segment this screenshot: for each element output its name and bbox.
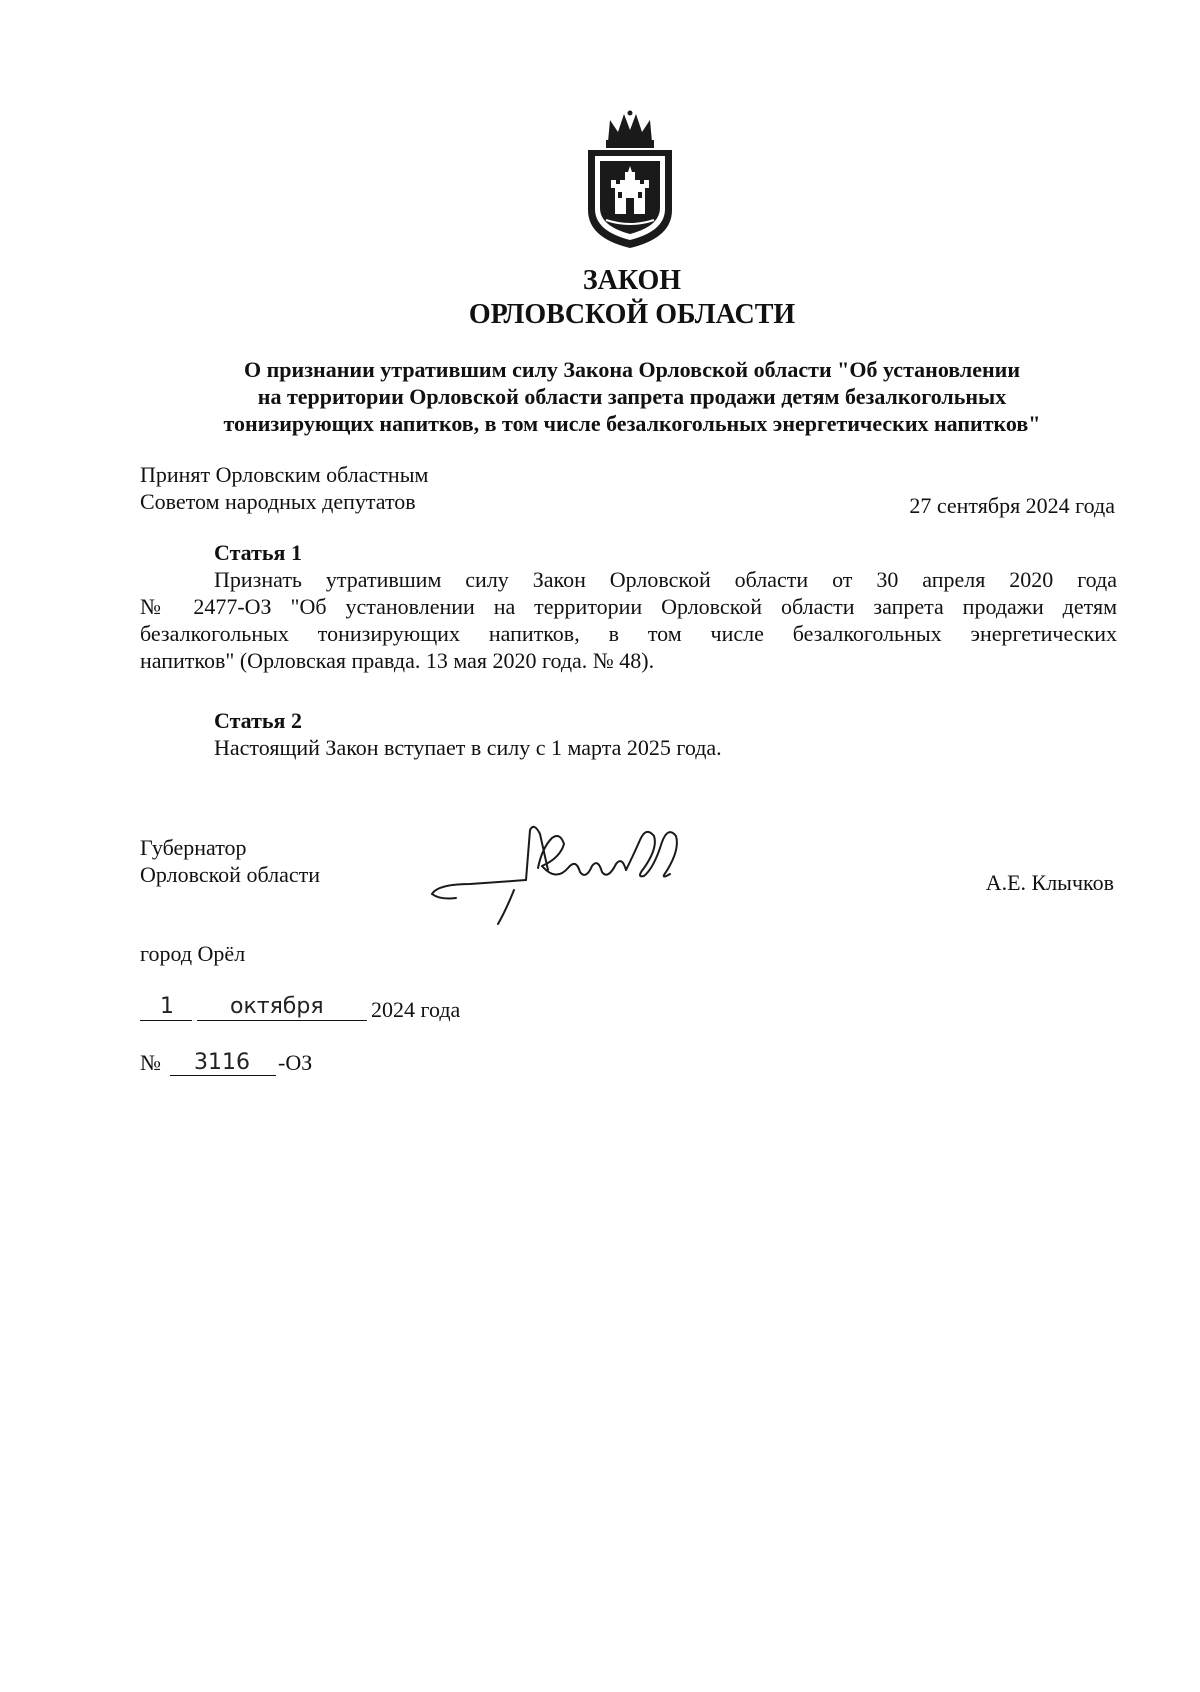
article1-line: Признать утратившим силу Закон Орловской области от 30 апреля 2020 года: [214, 567, 1117, 592]
day-underline: [140, 1020, 192, 1021]
handwritten-signature: [430, 818, 700, 928]
signing-year: 2024 года: [371, 997, 461, 1022]
signatory-position-line2: Орловской области: [140, 862, 320, 887]
number-suffix: -ОЗ: [278, 1050, 313, 1075]
article2-text: Настоящий Закон вступает в силу с 1 марта 2025 года.: [214, 735, 722, 760]
law-subject: [150, 356, 1114, 437]
adopted-date: 27 сентября 2024 года: [909, 493, 1115, 518]
article1-line: № 2477-ОЗ "Об установлении на территории Орловской области запрета продажи детям: [140, 594, 1117, 619]
subject-line: тонизирующих напитков, в том числе безалкогольных энергетических напитков": [223, 411, 1041, 436]
signing-day: 1: [160, 994, 174, 1019]
article2-heading: Статья 2: [214, 708, 302, 733]
article1-heading: Статья 1: [214, 540, 302, 565]
law-number: 3116: [194, 1050, 250, 1075]
number-prefix: №: [140, 1050, 161, 1075]
article1-line: напитков" (Орловская правда. 13 мая 2020 года. № 48).: [140, 648, 655, 673]
coat-of-arms-emblem: [580, 110, 680, 250]
place-of-signing: город Орёл: [140, 941, 246, 966]
law-title-line2: ОРЛОВСКОЙ ОБЛАСТИ: [468, 299, 796, 330]
article1-line: безалкогольных тонизирующих напитков, в том числе безалкогольных энергетических: [140, 621, 1117, 646]
subject-line: на территории Орловской области запрета продажи детям безалкогольных: [257, 384, 1007, 409]
month-underline: [197, 1020, 367, 1021]
subject-line: О признании утратившим силу Закона Орловской области "Об установлении: [244, 357, 1020, 382]
article1-text: [140, 566, 1117, 674]
signing-month: октября: [230, 994, 324, 1019]
signatory-name: А.Е. Клычков: [985, 870, 1114, 895]
signatory-position-line1: Губернатор: [140, 835, 247, 860]
law-title-line1: ЗАКОН: [582, 265, 682, 296]
number-underline: [170, 1075, 276, 1076]
adopted-by-line2: Советом народных депутатов: [140, 489, 416, 514]
adopted-by-line1: Принят Орловским областным: [140, 462, 429, 487]
